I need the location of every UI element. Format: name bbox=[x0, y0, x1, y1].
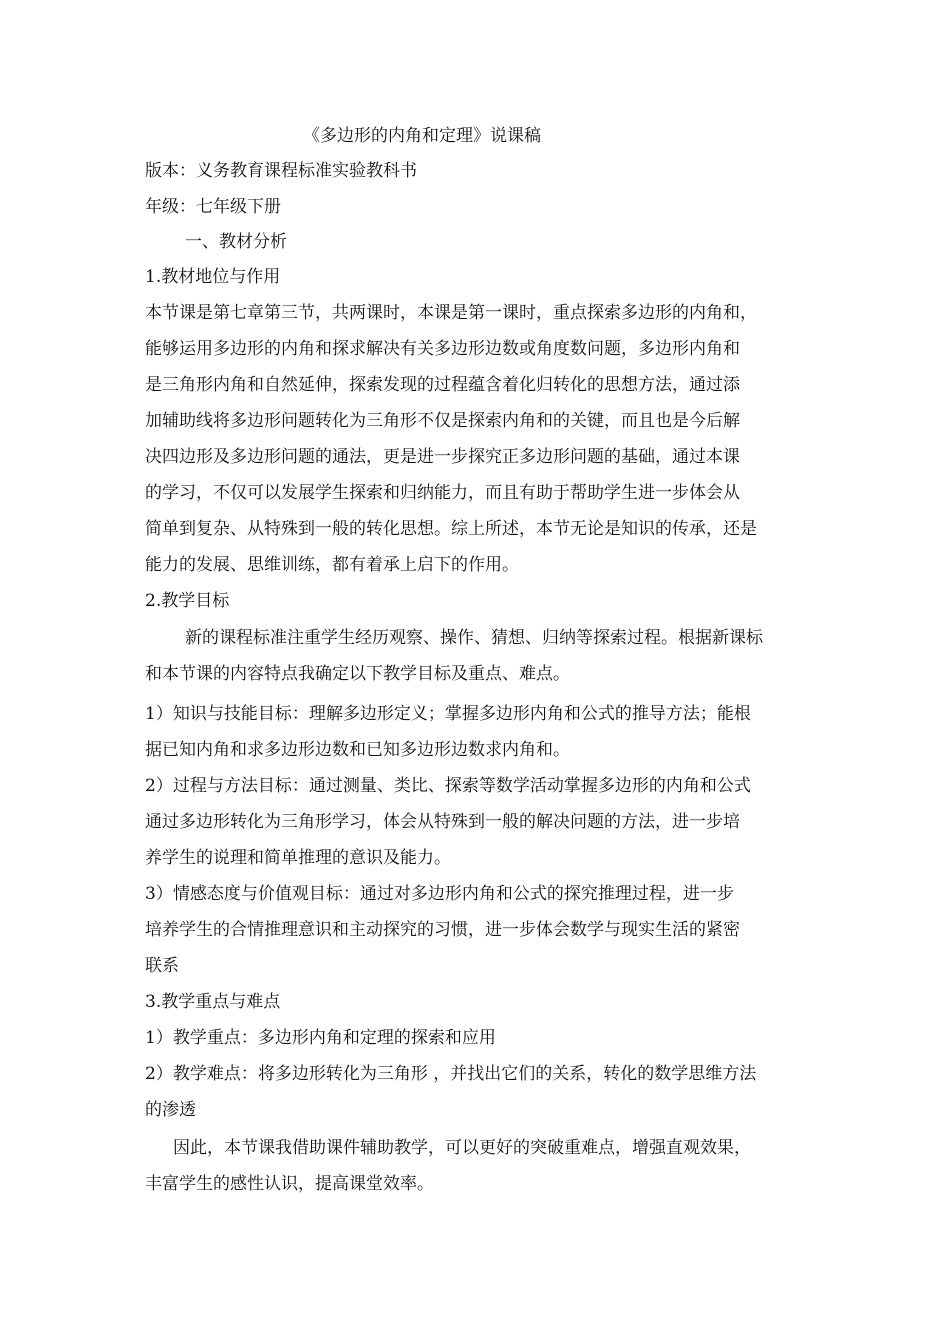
difficulty-line: 的渗透 bbox=[145, 1100, 196, 1120]
paragraph-line: 是三角形内角和自然延伸，探索发现的过程蕴含着化归转化的思想方法，通过添 bbox=[145, 375, 740, 395]
grade-line: 年级：七年级下册 bbox=[145, 197, 281, 217]
paragraph-line: 的学习，不仅可以发展学生探索和归纳能力，而且有助于帮助学生进一步体会从 bbox=[145, 483, 740, 503]
subsection-heading: 3.教学重点与难点 bbox=[145, 992, 281, 1012]
paragraph-line: 因此，本节课我借助课件辅助教学，可以更好的突破重难点，增强直观效果， bbox=[173, 1138, 751, 1158]
subsection-heading: 1.教材地位与作用 bbox=[145, 267, 281, 287]
objective-line: 养学生的说理和简单推理的意识及能力。 bbox=[145, 848, 451, 868]
objective-line: 联系 bbox=[145, 956, 179, 976]
objective-line: 通过多边形转化为三角形学习，体会从特殊到一般的解决问题的方法，进一步培 bbox=[145, 812, 740, 832]
subsection-heading: 2.教学目标 bbox=[145, 591, 230, 611]
paragraph-line: 决四边形及多边形问题的通法，更是进一步探究正多边形问题的基础，通过本课 bbox=[145, 447, 740, 467]
objective-line: 2）过程与方法目标：通过测量、类比、探索等数学活动掌握多边形的内角和公式 bbox=[145, 776, 751, 796]
objective-line: 1）知识与技能目标：理解多边形定义；掌握多边形内角和公式的推导方法；能根 bbox=[145, 704, 751, 724]
paragraph-line: 能力的发展、思维训练，都有着承上启下的作用。 bbox=[145, 555, 519, 575]
edition-line: 版本：义务教育课程标准实验教科书 bbox=[145, 161, 417, 181]
paragraph-line: 丰富学生的感性认识，提高课堂效率。 bbox=[145, 1174, 434, 1194]
difficulty-line: 2）教学难点：将多边形转化为三角形 ，并找出它们的关系，转化的数学思维方法 bbox=[145, 1064, 757, 1084]
document-title: 《多边形的内角和定理》说课稿 bbox=[303, 126, 541, 146]
focus-line: 1）教学重点：多边形内角和定理的探索和应用 bbox=[145, 1028, 496, 1048]
paragraph-line: 加辅助线将多边形问题转化为三角形不仅是探索内角和的关键，而且也是今后解 bbox=[145, 411, 740, 431]
paragraph-line: 和本节课的内容特点我确定以下教学目标及重点、难点。 bbox=[145, 664, 570, 684]
paragraph-line: 简单到复杂、从特殊到一般的转化思想。综上所述，本节无论是知识的传承，还是 bbox=[145, 519, 757, 539]
objective-line: 培养学生的合情推理意识和主动探究的习惯，进一步体会数学与现实生活的紧密 bbox=[145, 920, 740, 940]
paragraph-line: 新的课程标准注重学生经历观察、操作、猜想、归纳等探索过程。根据新课标 bbox=[185, 628, 763, 648]
objective-line: 据已知内角和求多边形边数和已知多边形边数求内角和。 bbox=[145, 740, 570, 760]
objective-line: 3）情感态度与价值观目标：通过对多边形内角和公式的探究推理过程，进一步 bbox=[145, 884, 734, 904]
paragraph-line: 能够运用多边形的内角和探求解决有关多边形边数或角度数问题，多边形内角和 bbox=[145, 339, 740, 359]
section-heading: 一、教材分析 bbox=[185, 232, 287, 252]
paragraph-line: 本节课是第七章第三节，共两课时，本课是第一课时，重点探索多边形的内角和， bbox=[145, 303, 757, 323]
